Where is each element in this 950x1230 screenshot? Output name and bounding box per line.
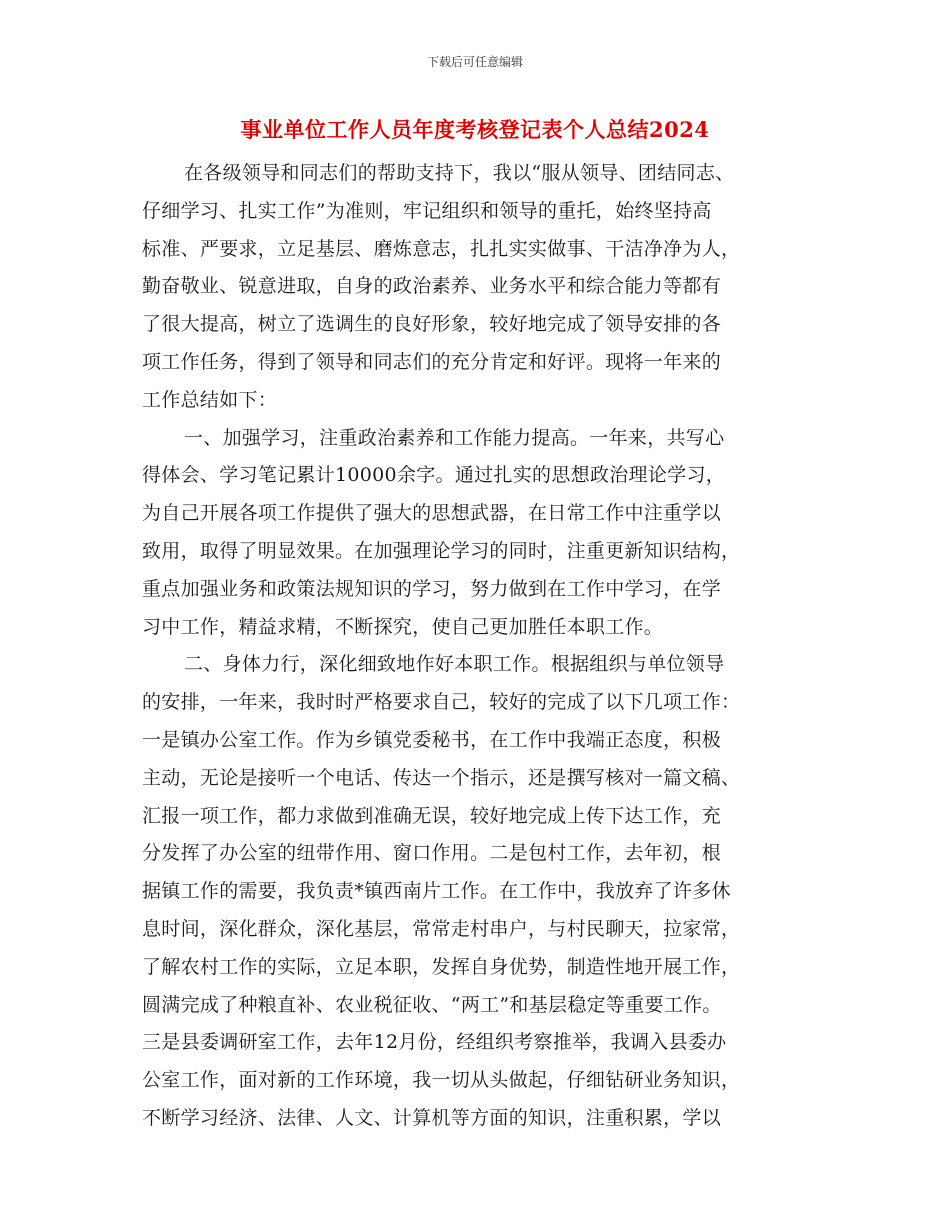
header-note: 下载后可任意编辑 [426, 55, 523, 69]
text-line: 致用，取得了明显效果。在加强理论学习的同时，注重更新知识结构， [142, 539, 741, 562]
text-line: 仔细学习、扎实工作”为准则，牢记组织和领导的重托，始终坚持高 [142, 199, 712, 222]
text-line: 项工作任务，得到了领导和同志们的充分肯定和好评。现将一年来的 [142, 350, 722, 373]
text-line: 汇报一项工作，都力求做到准确无误，较好地完成上传下达工作，充 [142, 804, 722, 827]
text-line: 一、加强学习，注重政治素养和工作能力提高。一年来，共写心 [184, 426, 725, 449]
body-text [142, 155, 812, 1138]
text-line: 工作总结如下： [142, 388, 278, 411]
text-line: 了很大提高，树立了选调生的良好形象，较好地完成了领导安排的各 [142, 313, 722, 336]
document-title: 事业单位工作人员年度考核登记表个人总结2024 [240, 117, 710, 142]
text-line: 一是镇办公室工作。作为乡镇党委秘书，在工作中我端正态度，积极 [142, 728, 722, 751]
text-line: 习中工作，精益求精，不断探究，使自己更加胜任本职工作。 [142, 615, 664, 638]
text-line: 为自己开展各项工作提供了强大的思想武器，在日常工作中注重学以 [142, 502, 722, 525]
text-line: 三是县委调研室工作，去年12月份，经组织考察推举，我调入县委办 [142, 1031, 727, 1054]
text-line: 圆满完成了种粮直补、农业税征收、“两工”和基层稳定等重要工作。 [142, 993, 722, 1016]
text-line: 得体会、学习笔记累计10000余字。通过扎实的思想政治理论学习， [142, 464, 726, 487]
text-line: 不断学习经济、法律、人文、计算机等方面的知识，注重积累，学以 [142, 1106, 722, 1129]
text-line: 主动，无论是接听一个电话、传达一个指示，还是撰写核对一篇文稿、 [142, 766, 741, 789]
text-line: 的安排，一年来，我时时严格要求自己，较好的完成了以下几项工作： [142, 691, 741, 714]
text-line: 了解农村工作的实际，立足本职，发挥自身优势，制造性地开展工作， [142, 955, 741, 978]
text-line: 在各级领导和同志们的帮助支持下，我以“服从领导、团结同志、 [184, 162, 735, 184]
text-line: 分发挥了办公室的纽带作用、窗口作用。二是包村工作，去年初，根 [142, 842, 722, 865]
text-line: 勤奋敬业、锐意进取，自身的政治素养、业务水平和综合能力等都有 [142, 275, 722, 298]
text-line: 公室工作，面对新的工作环境，我一切从头做起，仔细钻研业务知识， [142, 1069, 741, 1092]
text-line: 标准、严要求，立足基层、磨炼意志，扎扎实实做事、干洁净净为人， [142, 237, 741, 260]
text-line: 重点加强业务和政策法规知识的学习，努力做到在工作中学习，在学 [142, 577, 722, 600]
text-line: 息时间，深化群众，深化基层，常常走村串户，与村民聊天，拉家常， [142, 917, 741, 940]
text-line: 据镇工作的需要，我负责*镇西南片工作。在工作中，我放弃了许多休 [142, 880, 731, 903]
text-line: 二、身体力行，深化细致地作好本职工作。根据组织与单位领导 [184, 653, 725, 676]
